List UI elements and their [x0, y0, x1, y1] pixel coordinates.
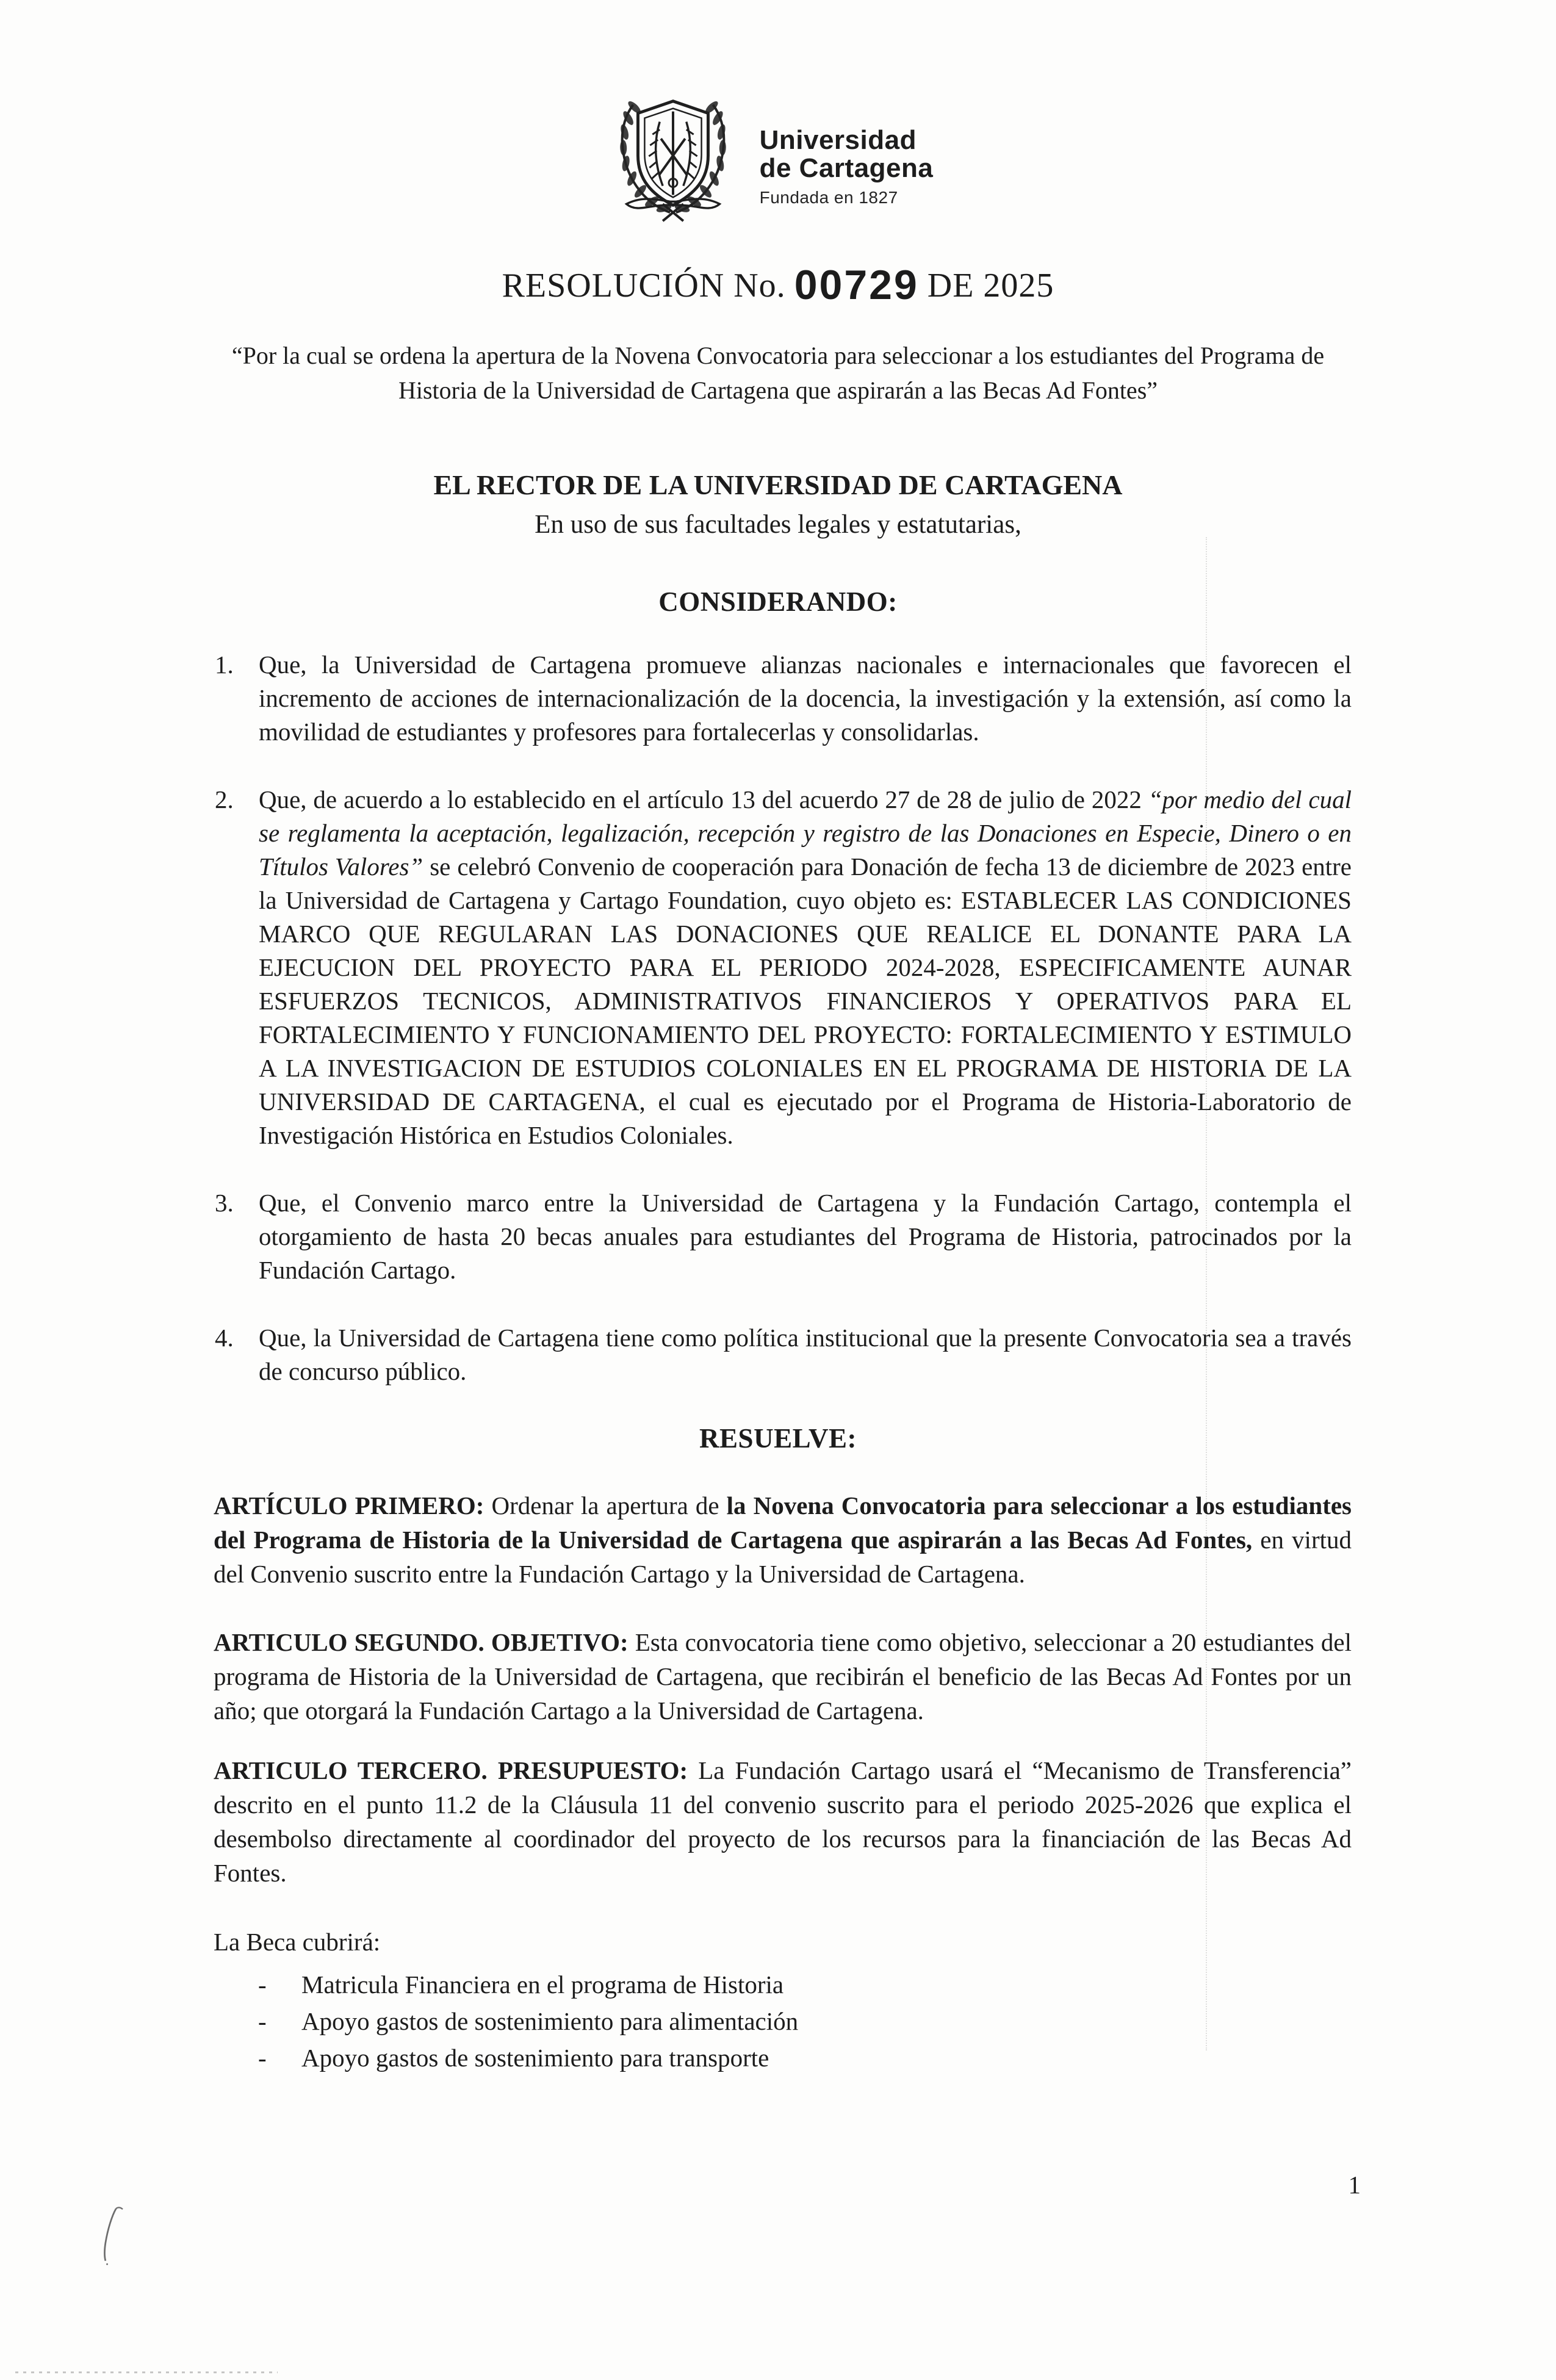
beca-item-3	[214, 2039, 1352, 2076]
university-name-line2: de Cartagena	[759, 153, 934, 183]
text-run: La Fundación Cartago usará el “Mecanismo de Transferencia” descrito en el punto 11.2 de la Cláusula 11 del convenio suscrito para el periodo 2025-2026 que explica el desembolso directamente al coordinador del proyecto de los recursos para la financiación de las Becas Ad Fontes.	[214, 1756, 1352, 1887]
founded-text: Fundada en 1827	[759, 188, 898, 207]
university-wordmark	[760, 126, 934, 208]
page-number: 1	[1348, 2171, 1361, 2199]
document-body	[0, 648, 1556, 1388]
resolution-title-prefix: RESOLUCIÓN No.	[502, 267, 786, 305]
text-run: Que, la Universidad de Cartagena promueve alianzas nacionales e internacionales que favorecen el incremento de acciones de internacionalización de la docencia, la investigación y la extensión, así como la movilidad de estudiantes y profesores para fortalecerlas y consolidarlas.	[259, 651, 1352, 746]
considerando-heading: CONSIDERANDO:	[658, 586, 898, 617]
dash-bullet: -	[258, 1971, 267, 1999]
dash-bullet: -	[258, 2007, 267, 2035]
item-body	[259, 783, 1352, 1152]
considerando-item-3	[214, 1186, 1352, 1287]
scan-artifact-bottom-dashes	[15, 2371, 278, 2373]
article-primero	[214, 1488, 1352, 1591]
rector-heading: EL RECTOR DE LA UNIVERSIDAD DE CARTAGENA	[433, 469, 1123, 500]
item-body	[259, 1186, 1352, 1287]
university-logo	[0, 84, 1549, 223]
text-run: Que, de acuerdo a lo establecido en el artículo 13 del acuerdo 27 de 28 de julio de 2022	[259, 785, 1148, 813]
resuelve-heading: RESUELVE:	[699, 1423, 857, 1454]
considerando-item-4	[214, 1321, 1352, 1388]
text-run: Que, el Convenio marco entre la Universidad de Cartagena y la Fundación Cartago, contempla el otorgamiento de hasta 20 becas anuales para estudiantes del Programa de Historia, patrocinados por la Fundación Cartago.	[259, 1189, 1352, 1284]
resolution-title-suffix: DE 2025	[927, 267, 1054, 305]
text-run: Esta convocatoria tiene como objetivo, seleccionar a 20 estudiantes del programa de Historia de la Universidad de Cartagena, que recibirán el beneficio de las Becas Ad Fontes por un año; que otorgará la Fundación Cartago a la Universidad de Cartagena.	[214, 1628, 1352, 1725]
text-run: en virtud del Convenio suscrito entre la Fundación Cartago y la Universidad de Cartagena.	[214, 1526, 1352, 1588]
text-run: ARTICULO TERCERO. PRESUPUESTO:	[214, 1756, 688, 1784]
text-run: se celebró Convenio de cooperación para Donación de fecha 13 de diciembre de 2023 entre la Universidad de Cartagena y Cartago Foundation, cuyo objeto es: ESTABLECER LAS CONDICIONES MARCO QUE REGULARAN LAS DONACIONES QUE REALICE EL DONANTE PARA LA EJECUCION DEL PROYECTO PARA EL PERIODO 2024-2028, ESPECIFICAMENTE AUNAR ESFUERZOS TECNICOS, ADMINISTRATIVOS FINANCIEROS Y OPERATIVOS PARA EL FORTALECIMIENTO Y FUNCIONAMIENTO DEL PROYECTO: FORTALECIMIENTO Y ESTIMULO A LA INVESTIGACION DE ESTUDIOS COLONIALES EN EL PROGRAMA DE HISTORIA DE LA UNIVERSIDAD DE CARTAGENA, el cual es ejecutado por el Programa de Historia-Laboratorio de Investigación Histórica en Estudios Coloniales.	[259, 853, 1352, 1149]
resolution-subtitle: “Por la cual se ordena la apertura de la Novena Convocatoria para seleccionar a los estudiantes del Programa de Historia de la Universidad de Cartagena que aspirarán a las Becas Ad Fontes”	[231, 342, 1325, 404]
text-run: Que, la Universidad de Cartagena tiene como política institucional que la presente Convocatoria sea a través de concurso público.	[259, 1324, 1352, 1385]
item-number: 2.	[215, 785, 234, 813]
item-number: 1.	[215, 651, 234, 679]
beca-item-1	[214, 1966, 1352, 2003]
resuelve-body	[0, 1488, 1556, 2076]
scan-artifact-vertical-line	[1206, 537, 1207, 2050]
considerando-item-2	[214, 783, 1352, 1152]
university-name-line1: Universidad	[759, 125, 917, 155]
text-run: “por medio del cual se reglamenta la aceptación, legalización, recepción y registro de las Donaciones en Especie, Dinero o en Títulos Valores”	[259, 785, 1352, 881]
text-run: ARTICULO SEGUNDO. OBJETIVO:	[214, 1628, 629, 1656]
beca-list	[214, 1966, 1352, 2076]
item-number: 4.	[215, 1324, 234, 1352]
beca-intro: La Beca cubrirá:	[214, 1928, 381, 1956]
resolution-number: 00729	[794, 262, 919, 308]
item-body	[259, 648, 1352, 749]
text-run: Ordenar la apertura de	[484, 1491, 727, 1520]
beca-item-text: Matricula Financiera en el programa de Historia	[301, 1971, 784, 1999]
faculties-line: En uso de sus facultades legales y estatutarias,	[535, 510, 1021, 539]
university-crest-icon	[608, 84, 738, 223]
item-body	[259, 1321, 1352, 1388]
resolution-title	[0, 261, 1556, 309]
considerando-list	[214, 648, 1352, 1388]
beca-item-text: Apoyo gastos de sostenimiento para alimentación	[301, 2007, 799, 2035]
article-segundo	[214, 1625, 1352, 1728]
text-run: ARTÍCULO PRIMERO:	[214, 1491, 484, 1520]
text-run: la Novena Convocatoria para seleccionar a los estudiantes del Programa de Historia de la Universidad de Cartagena que aspirarán a las Becas Ad Fontes,	[214, 1491, 1352, 1554]
article-tercero	[214, 1753, 1352, 1890]
item-number: 3.	[215, 1189, 234, 1217]
beca-item-text: Apoyo gastos de sostenimiento para transporte	[301, 2044, 769, 2072]
considerando-item-1	[214, 648, 1352, 749]
beca-item-2	[214, 2003, 1352, 2039]
dash-bullet: -	[258, 2044, 267, 2072]
pen-stroke-mark	[90, 2204, 131, 2265]
